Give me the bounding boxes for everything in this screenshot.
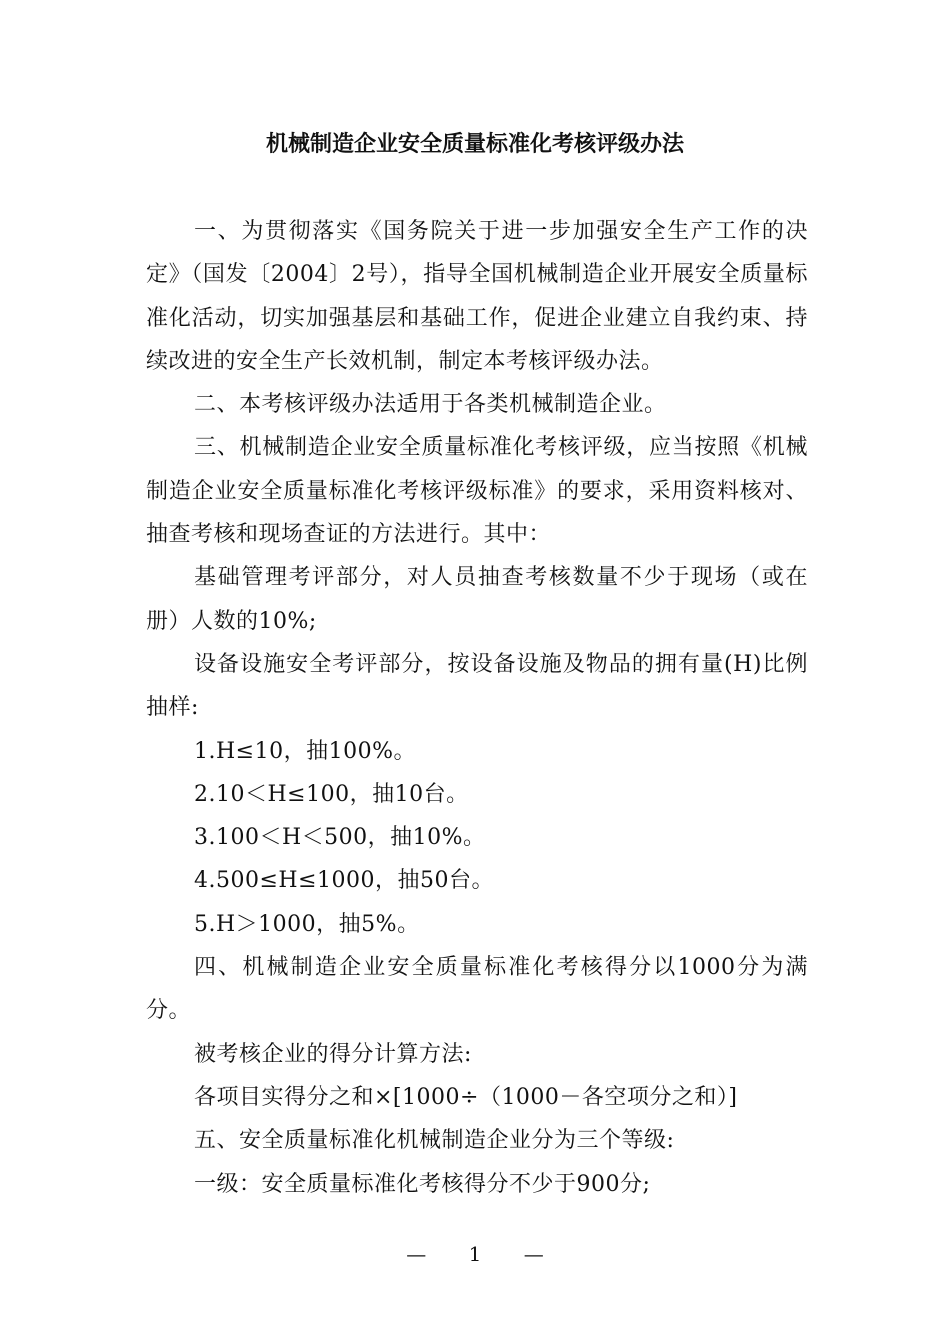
paragraph-2: 二、本考核评级办法适用于各类机械制造企业。 <box>194 392 667 418</box>
sampling-rule-5: 5.H＞1000，抽5%。 <box>194 911 420 937</box>
paragraph-3: 三、机械制造企业安全质量标准化考核评级，应当按照《机械制造企业安全质量标准化考核评级标准》的要求，采用资料核对、抽查考核和现场查证的方法进行。其中： <box>146 435 808 548</box>
document-body <box>146 210 808 1206</box>
paragraph-6: 四、机械制造企业安全质量标准化考核得分以1000分为满分。 <box>146 955 808 1024</box>
footer-dash-left: — <box>406 1242 427 1266</box>
paragraph-7: 被考核企业的得分计算方法: <box>194 1041 472 1067</box>
sampling-rule-1: 1.H≤10，抽100%。 <box>194 738 416 764</box>
footer-dash-right: — <box>523 1242 544 1266</box>
page-number: 1 <box>468 1242 482 1266</box>
document-title: 机械制造企业安全质量标准化考核评级办法 <box>265 132 684 157</box>
paragraph-8: 五、安全质量标准化机械制造企业分为三个等级: <box>194 1128 675 1154</box>
sampling-rule-3: 3.100＜H＜500，抽10%。 <box>194 825 486 851</box>
paragraph-1: 一、为贯彻落实《国务院关于进一步加强安全生产工作的决定》（国发〔2004〕2号），指导全国机械制造企业开展安全质量标准化活动，切实加强基层和基础工作，促进企业建立自我约束、持续改进的安全生产长效机制，制定本考核评级办法。 <box>146 219 808 374</box>
sampling-rule-2: 2.10＜H≤100，抽10台。 <box>194 781 469 807</box>
paragraph-4: 基础管理考评部分，对人员抽查考核数量不少于现场（或在册）人数的10%; <box>146 565 808 634</box>
sampling-rule-4: 4.500≤H≤1000，抽50台。 <box>194 868 495 894</box>
score-formula: 各项目实得分之和×[1000÷（1000－各空项分之和）] <box>194 1084 738 1110</box>
level-one-criteria: 一级：安全质量标准化考核得分不少于900分; <box>194 1171 651 1197</box>
paragraph-5: 设备设施安全考评部分，按设备设施及物品的拥有量(H)比例抽样: <box>146 651 808 721</box>
page-footer <box>0 1240 950 1268</box>
